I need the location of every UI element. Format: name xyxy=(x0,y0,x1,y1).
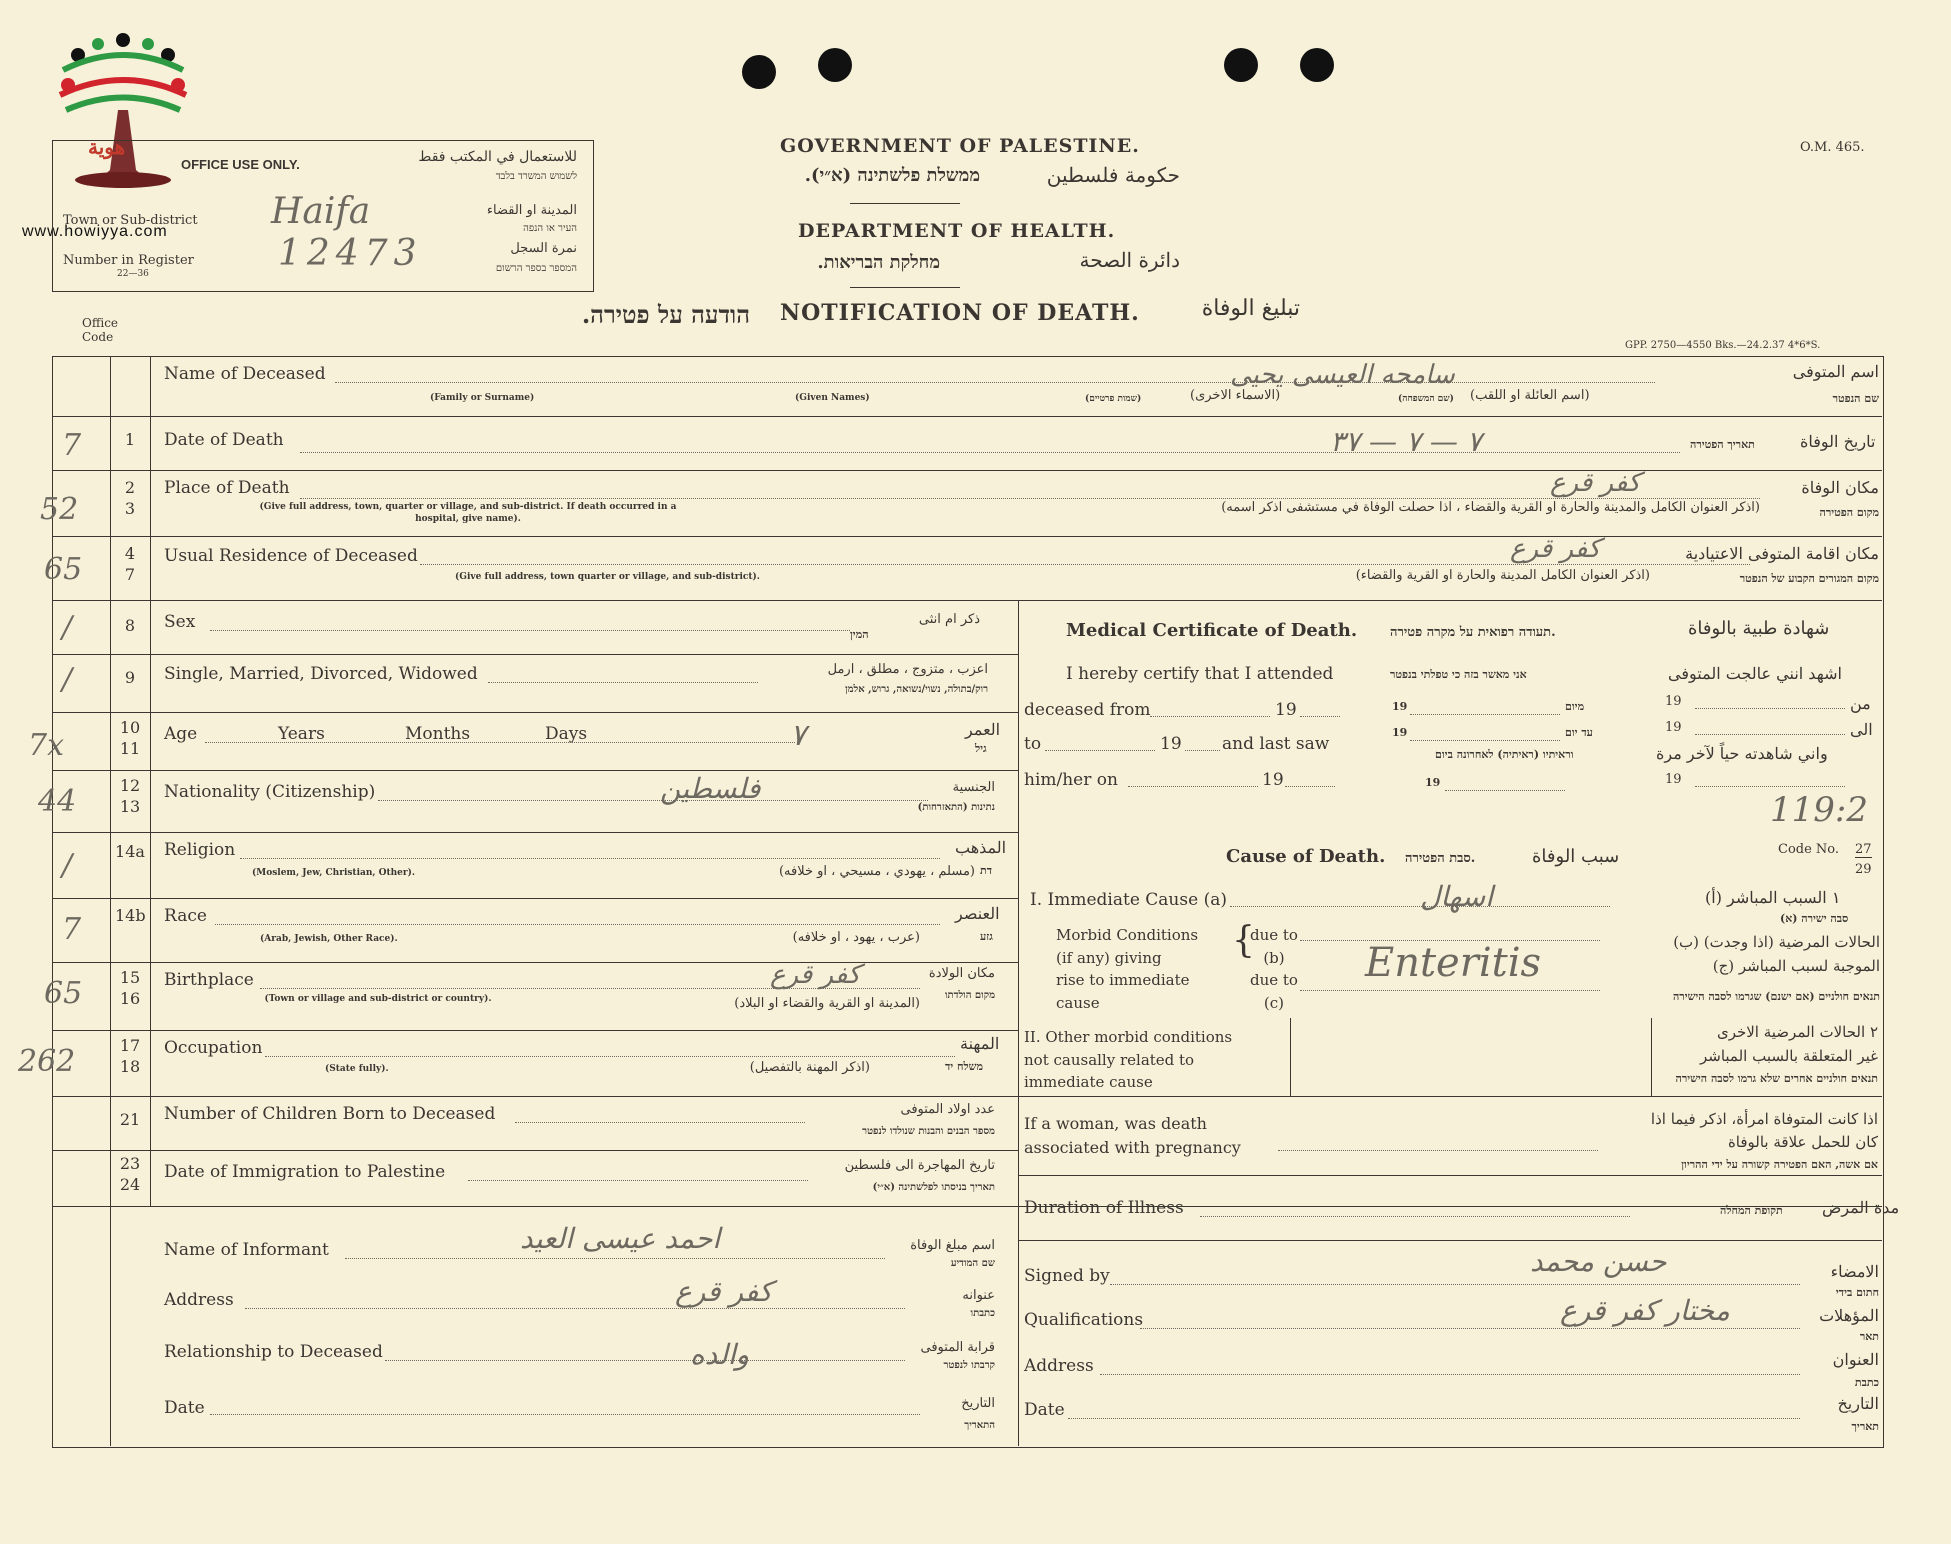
sex-label-he: המין xyxy=(850,628,869,641)
occupation-label-he: משלח יד xyxy=(945,1060,983,1073)
doctor-date-label: Date xyxy=(1024,1400,1065,1420)
doctor-date-label-ar: التاريخ xyxy=(1837,1394,1879,1413)
immigration-date-label-ar: تاريخ المهاجرة الى فلسطين xyxy=(844,1158,995,1173)
age-label-ar: العمر xyxy=(965,720,1001,739)
religion-label: Religion xyxy=(164,840,236,860)
office-use-title-he: לשמוש המשרד בלבד xyxy=(495,171,577,182)
office-code-2: 52 xyxy=(40,492,79,527)
informant-name-value: احمد عيسى العيد xyxy=(520,1222,721,1255)
medical-year-ar-3: 19 xyxy=(1665,772,1682,787)
duration-of-illness-label-ar: مدة المرض xyxy=(1822,1198,1900,1217)
medical-certify-ar: اشهد انني عالجت المتوفى xyxy=(1668,664,1842,683)
marital-status-label-ar: اعزب ، متزوج ، مطلق ، ارمل xyxy=(827,662,988,677)
medical-year-he-3: 19 xyxy=(1425,776,1441,789)
office-code-10: 65 xyxy=(44,976,83,1011)
race-label-he: גזע xyxy=(980,930,993,943)
form-number: O.M. 465. xyxy=(1800,140,1865,155)
row-number-8: 14a xyxy=(115,842,145,861)
medical-year-ar-2: 19 xyxy=(1665,720,1682,735)
row-number-6: 10 11 xyxy=(119,718,141,758)
place-of-death-value: كفر قرع xyxy=(1550,468,1641,498)
informant-date-label-he: התאריך xyxy=(964,1420,995,1431)
punch-hole xyxy=(818,48,852,82)
occupation-instructions-ar: (اذكر المهنة بالتفصيل) xyxy=(749,1060,870,1075)
row-number-3: 4 7 xyxy=(124,544,136,584)
other-conditions-label: II. Other morbid conditions not causally related to immediate cause xyxy=(1024,1028,1233,1091)
date-of-death-label-ar: تاريخ الوفاة xyxy=(1800,432,1876,451)
doctor-date-label-he: תאריך xyxy=(1851,1420,1879,1433)
signed-by-value: حسن محمد xyxy=(1530,1245,1667,1278)
age-label: Age xyxy=(164,724,198,744)
deceased-name-label-he: שם הנפטר xyxy=(1832,392,1879,405)
informant-relationship-value: والده xyxy=(690,1338,750,1371)
register-label-he: המספר בספר הרשום xyxy=(495,263,577,274)
religion-instructions-ar: (مسلم ، يهودي ، مسيحي ، او خلافه) xyxy=(778,864,975,879)
immediate-cause-value: اسهال xyxy=(1420,880,1494,913)
punch-hole xyxy=(1300,48,1334,82)
children-count-label-he: מספר הבנים והבנות שנולדו לנפטר xyxy=(862,1126,995,1137)
cause-of-death-title-ar: سبب الوفاة xyxy=(1532,846,1620,867)
register-label-ar: نمرة السجل xyxy=(510,241,577,256)
medical-from-he: מיום xyxy=(1565,700,1585,713)
usual-residence-label-he: מקום המגורים הקבוע של הנפטר xyxy=(1739,572,1879,585)
medical-year-2: 19 xyxy=(1160,734,1182,754)
informant-address-label-ar: عنوانه xyxy=(962,1288,995,1303)
date-of-death-label-he: תאריך הפטירה xyxy=(1690,438,1755,451)
office-code-9: 7 xyxy=(62,912,82,947)
morbid-conditions-label-ar: الحالات المرضية (اذا وجدت) (ب) الموجبة لسبب المباشر (ج) xyxy=(1673,933,1880,975)
occupation-label: Occupation xyxy=(164,1038,263,1058)
usual-residence-label: Usual Residence of Deceased xyxy=(164,546,418,566)
nationality-label-he: נתינות (התאזרחות) xyxy=(917,802,995,813)
medical-certify-text: I hereby certify that I attended xyxy=(1066,664,1334,684)
medical-code-value: 119:2 xyxy=(1770,790,1868,830)
marital-status-label: Single, Married, Divorced, Widowed xyxy=(164,664,478,684)
age-label-he: גיל xyxy=(975,742,987,755)
notification-title-ar: تبليغ الوفاة xyxy=(1201,296,1300,321)
medical-certify-he: אני מאשר בזה כי טפלתי בנפטר xyxy=(1390,668,1527,681)
code-no-top: 27 xyxy=(1855,842,1872,857)
immediate-cause-label: I. Immediate Cause (a) xyxy=(1030,890,1227,910)
nationality-label: Nationality (Citizenship) xyxy=(164,782,376,802)
informant-relationship-label-he: קרבתו לנפטר xyxy=(943,1360,995,1371)
notification-title-he: הודעה על פטירה. xyxy=(581,300,750,329)
row-number-2: 2 3 xyxy=(124,478,136,518)
duration-of-illness-label: Duration of Illness xyxy=(1024,1198,1184,1218)
office-code-11: 262 xyxy=(18,1044,76,1079)
duration-of-illness-label-he: תקופת המחלה xyxy=(1720,1204,1783,1217)
register-value: 12473 xyxy=(278,233,423,274)
medical-from-ar: من xyxy=(1850,694,1871,713)
gov-title-he: ממשלת פלשתינה (א״י). xyxy=(804,165,980,186)
office-use-title-ar: للاستعمال في المكتب فقط xyxy=(418,149,577,165)
morbid-conditions-label-he: תנאים חולניים (אם ישנם) שגרמו לסבה הישירה xyxy=(1672,990,1880,1003)
due-to-labels: due to (b) due to (c) xyxy=(1250,926,1298,1012)
office-use-title: OFFICE USE ONLY. xyxy=(181,157,300,172)
gov-title-ar: حكومة فلسطين xyxy=(1046,163,1180,187)
name-sub-he-family: (שם המשפחה) xyxy=(1398,394,1454,404)
deceased-name-value: سامحه العيسى يحيى xyxy=(1230,360,1455,390)
children-count-label-ar: عدد اولاد المتوفى xyxy=(900,1102,995,1117)
usual-residence-instructions-ar: (اذكر العنوان الكامل المدينة والحارة او القرية والقضاء) xyxy=(1355,568,1650,583)
doctor-address-label: Address xyxy=(1024,1356,1094,1376)
place-of-death-label: Place of Death xyxy=(164,478,290,498)
immigration-date-label-he: תאריך בניסתו לפלשתינה (א״י) xyxy=(872,1182,995,1193)
notification-title: NOTIFICATION OF DEATH. xyxy=(780,300,1140,326)
nationality-label-ar: الجنسية xyxy=(952,780,995,795)
date-of-death-label: Date of Death xyxy=(164,430,284,450)
print-note: GPP. 2750—4550 Bks.—24.2.37 4*6*S. xyxy=(1625,340,1821,351)
office-code-5: / xyxy=(62,662,73,697)
medical-to-ar: الى xyxy=(1850,720,1873,739)
place-of-death-label-ar: مكان الوفاة xyxy=(1801,478,1879,497)
birthplace-value: كفر قرع xyxy=(770,960,861,990)
medical-year-he-1: 19 xyxy=(1392,700,1408,713)
sex-label-ar: ذكر ام انثى xyxy=(918,612,980,627)
children-count-label: Number of Children Born to Deceased xyxy=(164,1104,496,1124)
informant-date-label-ar: التاريخ xyxy=(961,1396,995,1411)
name-sub-family: (Family or Surname) xyxy=(430,393,535,403)
gov-title: GOVERNMENT OF PALESTINE. xyxy=(780,135,1140,157)
age-months-label: Months xyxy=(405,724,471,744)
race-instructions: (Arab, Jewish, Other Race). xyxy=(260,934,398,944)
medical-year-3: 19 xyxy=(1262,770,1284,790)
medical-deceased-from: deceased from xyxy=(1024,700,1151,720)
qualifications-label-he: תאר xyxy=(1859,1330,1879,1343)
medical-lastsaw-ar: واني شاهدته حياً لآخر مرة xyxy=(1656,744,1828,763)
informant-relationship-label: Relationship to Deceased xyxy=(164,1342,383,1362)
name-sub-ar-family: (اسم العائلة او اللقب) xyxy=(1470,388,1590,403)
signed-by-label-he: חתום בידי xyxy=(1835,1286,1879,1299)
age-years-label: Years xyxy=(278,724,325,744)
place-of-death-label-he: מקום הפטירה xyxy=(1819,506,1879,519)
dept-title: DEPARTMENT OF HEALTH. xyxy=(798,220,1116,242)
medical-to-he: עד יום xyxy=(1565,726,1593,739)
name-sub-he-given: (שמות פרטיים) xyxy=(1085,394,1142,404)
other-conditions-label-he: תנאים חולניים אחרים שלא גרמו לסבה הישירה xyxy=(1675,1072,1878,1085)
informant-address-value: كفر قرع xyxy=(675,1275,773,1308)
morbid-conditions-label: Morbid Conditions (if any) giving rise to immediate cause xyxy=(1056,926,1199,1012)
name-sub-given: (Given Names) xyxy=(795,393,870,403)
occupation-instructions: (State fully). xyxy=(325,1064,389,1074)
row-number-5: 9 xyxy=(124,668,136,687)
qualifications-value: مختار كفر قرع xyxy=(1560,1294,1730,1327)
row-number-12: 21 xyxy=(119,1110,141,1129)
qualifications-label-ar: المؤهلات xyxy=(1819,1306,1879,1325)
row-number-11: 17 18 xyxy=(119,1036,141,1076)
code-no-label: Code No. xyxy=(1778,842,1840,857)
informant-relationship-label-ar: قرابة المتوفى xyxy=(920,1340,995,1355)
deceased-name-label-ar: اسم المتوفى xyxy=(1792,362,1879,381)
site-url: www.howiyya.com xyxy=(22,223,168,240)
nationality-value: فلسطين xyxy=(660,772,761,805)
birthplace-label-he: מקום הולדתו xyxy=(944,990,995,1001)
office-code-1: 7 xyxy=(62,428,82,463)
row-number-13: 23 24 xyxy=(119,1154,141,1194)
dept-title-he: מחלקת הבריאות. xyxy=(817,252,940,273)
qualifications-label: Qualifications xyxy=(1024,1310,1144,1330)
immediate-cause-label-he: סבה ישירה (א) xyxy=(1780,912,1849,925)
race-label-ar: العنصر xyxy=(955,904,1000,923)
place-of-death-instructions-ar: (اذكر العنوان الكامل والمدينة والحارة او القرية والقضاء ، اذا حصلت الوفاة في مستشفى اذكر اسمه) xyxy=(1221,500,1760,515)
date-of-death-value: ٧ — ٧ — ٣٧ xyxy=(1330,425,1482,458)
pregnancy-label: If a woman, was death associated with pregnancy xyxy=(1024,1114,1241,1157)
deceased-name-label: Name of Deceased xyxy=(164,364,326,384)
medical-year-ar-1: 19 xyxy=(1665,694,1682,709)
medical-year-1: 19 xyxy=(1275,700,1297,720)
pregnancy-label-he: אם אשה, האם הפטירה קשורה על ידי ההריון xyxy=(1681,1158,1878,1171)
register-label: Number in Register xyxy=(63,253,194,268)
row-number-7: 12 13 xyxy=(119,776,141,816)
immigration-date-label: Date of Immigration to Palestine xyxy=(164,1162,446,1182)
row-number-4: 8 xyxy=(124,616,136,635)
immediate-cause-label-ar: ١ السبب المباشر (أ) xyxy=(1705,888,1841,907)
office-code-3: 65 xyxy=(44,552,83,587)
place-of-death-instructions: (Give full address, town, quarter or village, and sub-district. If death occurred in a hospital, give name). xyxy=(259,502,677,524)
informant-address-label-he: כתבתו xyxy=(970,1308,995,1319)
signed-by-label: Signed by xyxy=(1024,1266,1110,1286)
informant-name-label: Name of Informant xyxy=(164,1240,329,1260)
birthplace-label-ar: مكان الولادة xyxy=(928,966,995,981)
informant-date-label: Date xyxy=(164,1398,205,1418)
race-label: Race xyxy=(164,906,207,926)
race-instructions-ar: (عرب ، يهود ، او خلافه) xyxy=(792,930,920,945)
pregnancy-label-ar: اذا كانت المتوفاة امرأة، اذكر فيما اذا كان للحمل علاقة بالوفاة xyxy=(1650,1110,1878,1151)
marital-status-label-he: רוק/בתולה, נשוי/נשואה, גרוש, אלמן xyxy=(845,684,988,695)
office-code-6: 7x xyxy=(28,728,65,763)
name-sub-ar-given: (الاسماء الاخرى) xyxy=(1190,388,1281,403)
medical-certificate-title-ar: شهادة طبية بالوفاة xyxy=(1688,618,1830,639)
town-label-he: העיר או הנפה xyxy=(523,223,577,234)
birthplace-instructions-ar: (المدينة او القرية والقضاء او البلاد) xyxy=(734,996,920,1011)
usual-residence-value: كفر قرع xyxy=(1510,534,1601,564)
medical-year-he-2: 19 xyxy=(1392,726,1408,739)
cause-of-death-title-he: סבת הפטירה. xyxy=(1405,851,1476,866)
morbid-conditions-value: Enteritis xyxy=(1365,940,1542,986)
register-sub: 22—36 xyxy=(117,269,149,279)
office-code-label: Office Code xyxy=(82,316,119,345)
town-value: Haifa xyxy=(271,191,371,232)
office-use-box xyxy=(52,140,594,292)
age-value: ٧ xyxy=(790,718,807,753)
doctor-address-label-ar: العنوان xyxy=(1832,1350,1879,1369)
punch-hole xyxy=(742,55,776,89)
cause-of-death-title: Cause of Death. xyxy=(1226,846,1386,867)
medical-certificate-title-he: תעודה רפואית על מקרה פטירה. xyxy=(1390,625,1556,640)
doctor-address-label-he: כתבת xyxy=(1854,1376,1879,1389)
town-label-ar: المدينة او القضاء xyxy=(486,203,577,218)
occupation-label-ar: المهنة xyxy=(960,1034,1000,1053)
birthplace-instructions: (Town or village and sub-district or country). xyxy=(264,994,492,1004)
usual-residence-label-ar: مكان اقامة المتوفى الاعتيادية xyxy=(1685,544,1879,563)
office-code-7: 44 xyxy=(38,784,77,819)
age-days-label: Days xyxy=(545,724,588,744)
sex-label: Sex xyxy=(164,612,196,632)
medical-to: to xyxy=(1024,734,1042,754)
row-number-1: 1 xyxy=(124,430,136,449)
religion-label-he: דת xyxy=(980,864,992,877)
religion-label-ar: المذهب xyxy=(955,838,1007,857)
row-number-9: 14b xyxy=(115,906,146,925)
signed-by-label-ar: الامضاء xyxy=(1830,1262,1879,1281)
dept-title-ar: دائرة الصحة xyxy=(1079,248,1180,272)
usual-residence-instructions: (Give full address, town quarter or village, and sub-district). xyxy=(455,572,760,582)
informant-address-label: Address xyxy=(164,1290,234,1310)
office-code-8: / xyxy=(62,848,73,883)
town-label: Town or Sub-district xyxy=(63,213,198,228)
row-number-10: 15 16 xyxy=(119,968,141,1008)
informant-name-label-he: שם המודיע xyxy=(950,1258,995,1269)
logo-mark: هوية xyxy=(88,137,126,159)
medical-him-her-on: him/her on xyxy=(1024,770,1118,790)
medical-lastsaw-he: וראיתיו (ראיתיה) לאחרונה ביום xyxy=(1435,748,1574,761)
medical-and-last-saw: and last saw xyxy=(1222,734,1330,754)
religion-instructions: (Moslem, Jew, Christian, Other). xyxy=(252,868,416,878)
other-conditions-label-ar: ٢ الحالات المرضية الاخرى غير المتعلقة بالسبب المباشر xyxy=(1699,1023,1878,1065)
informant-name-label-ar: اسم مبلغ الوفاة xyxy=(910,1238,995,1253)
office-code-4: / xyxy=(62,610,73,645)
morbid-brace: { xyxy=(1232,920,1255,961)
birthplace-label: Birthplace xyxy=(164,970,254,990)
medical-certificate-title: Medical Certificate of Death. xyxy=(1066,620,1358,641)
other-conditions-box[interactable] xyxy=(1290,1018,1652,1096)
punch-hole xyxy=(1224,48,1258,82)
code-no-bottom: 29 xyxy=(1855,862,1872,877)
